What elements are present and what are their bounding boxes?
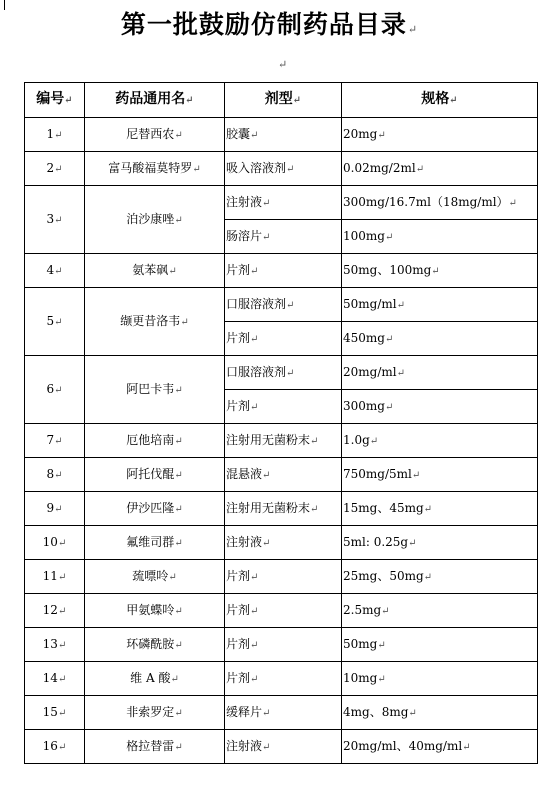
number-cell-text: 12 <box>42 602 58 617</box>
header-specification-label: 规格 <box>421 91 450 107</box>
number-cell-text: 6 <box>46 381 55 396</box>
cell-mark-icon: ↵ <box>262 537 271 549</box>
specification-cell-text: 20mg/ml、40mg/ml <box>343 738 463 753</box>
number-cell-text: 1 <box>46 126 55 141</box>
cell-mark-icon: ↵ <box>396 367 405 379</box>
dosage-form-cell-text: 片剂 <box>226 262 251 277</box>
cell-mark-icon: ↵ <box>54 435 63 447</box>
specification-cell <box>342 730 538 764</box>
number-cell <box>25 186 85 254</box>
specification-cell <box>342 594 538 628</box>
drug-name-cell <box>85 696 225 730</box>
drug-name-cell <box>85 458 225 492</box>
cell-mark-icon: ↵ <box>415 163 425 175</box>
drug-name-cell-text: 泊沙康唑 <box>126 211 175 226</box>
specification-cell <box>342 322 538 356</box>
drug-name-cell-text: 维 A 酸 <box>130 670 171 685</box>
paragraph-mark-icon: ↵ <box>407 23 419 36</box>
cell-mark-icon: ↵ <box>57 707 67 719</box>
dosage-form-cell <box>225 424 342 458</box>
table-row <box>25 458 538 492</box>
dosage-form-cell-text: 缓释片 <box>226 704 263 719</box>
drug-name-cell <box>85 628 225 662</box>
dosage-form-cell-text: 口服溶液剂 <box>226 364 287 379</box>
cell-mark-icon: ↵ <box>408 537 417 549</box>
cell-mark-icon: ↵ <box>369 435 379 447</box>
specification-cell-text: 100mg <box>343 228 385 243</box>
drug-name-cell <box>85 254 225 288</box>
cell-mark-icon: ↵ <box>250 639 259 651</box>
table-row <box>25 118 538 152</box>
title-text: 第一批鼓励仿制药品目录 <box>120 10 407 39</box>
dosage-form-cell-text: 片剂 <box>226 670 251 685</box>
dosage-form-cell <box>225 356 342 390</box>
table-row <box>25 152 538 186</box>
specification-cell <box>342 118 538 152</box>
cell-mark-icon: ↵ <box>174 129 183 141</box>
number-cell-text: 2 <box>46 160 55 175</box>
drug-name-cell-text: 氨苯砜 <box>132 262 169 277</box>
specification-cell-text: 50mg/ml <box>343 296 397 311</box>
drug-name-cell-text: 阿托伐醌 <box>126 466 175 481</box>
cell-mark-icon: ↵ <box>57 741 67 753</box>
dosage-form-cell-text: 胶囊 <box>226 126 251 141</box>
cell-mark-icon: ↵ <box>57 639 67 651</box>
drug-name-cell-text: 甲氨蝶呤 <box>126 602 175 617</box>
table-row <box>25 288 538 322</box>
table-row <box>25 356 538 390</box>
specification-cell <box>342 186 538 220</box>
dosage-form-cell <box>225 152 342 186</box>
cell-mark-icon: ↵ <box>54 214 63 226</box>
dosage-form-cell-text: 注射用无菌粉末 <box>226 432 311 447</box>
cell-mark-icon: ↵ <box>250 333 259 345</box>
cell-mark-icon: ↵ <box>292 95 302 106</box>
number-cell-text: 10 <box>42 534 58 549</box>
cell-mark-icon: ↵ <box>411 469 421 481</box>
dosage-form-cell-text: 注射液 <box>226 534 263 549</box>
dosage-form-cell <box>225 560 342 594</box>
cell-mark-icon: ↵ <box>286 367 295 379</box>
cell-mark-icon: ↵ <box>174 741 183 753</box>
number-cell <box>25 526 85 560</box>
specification-cell <box>342 356 538 390</box>
number-cell <box>25 594 85 628</box>
dosage-form-cell <box>225 220 342 254</box>
dosage-form-cell-text: 吸入溶液剂 <box>226 160 287 175</box>
specification-cell-text: 0.02mg/2ml <box>343 160 416 175</box>
drug-name-cell-text: 阿巴卡韦 <box>126 381 175 396</box>
specification-cell <box>342 560 538 594</box>
number-cell <box>25 730 85 764</box>
number-cell-text: 4 <box>46 262 55 277</box>
drug-name-cell <box>85 118 225 152</box>
dosage-form-cell <box>225 322 342 356</box>
drug-name-cell <box>85 186 225 254</box>
dosage-form-cell-text: 肠溶片 <box>226 228 263 243</box>
cell-mark-icon: ↵ <box>168 571 177 583</box>
table-row <box>25 662 538 696</box>
drug-name-cell-text: 格拉替雷 <box>126 738 175 753</box>
specification-cell-text: 4mg、8mg <box>343 704 409 719</box>
specification-cell-text: 10mg <box>343 670 378 685</box>
cell-mark-icon: ↵ <box>431 265 440 277</box>
table-row <box>25 254 538 288</box>
cell-mark-icon: ↵ <box>377 673 386 685</box>
number-cell-text: 9 <box>46 500 55 515</box>
drug-name-cell <box>85 730 225 764</box>
number-cell <box>25 118 85 152</box>
specification-cell <box>342 662 538 696</box>
number-cell-text: 15 <box>42 704 58 719</box>
drug-name-cell <box>85 356 225 424</box>
header-specification <box>342 83 538 118</box>
table-row <box>25 186 538 220</box>
blank-paragraph-mark-icon: ↵ <box>278 58 288 71</box>
dosage-form-cell <box>225 458 342 492</box>
specification-cell <box>342 424 538 458</box>
table-row <box>25 526 538 560</box>
dosage-form-cell-text: 注射用无菌粉末 <box>226 500 311 515</box>
cell-mark-icon: ↵ <box>54 503 63 515</box>
specification-cell-text: 15mg、45mg <box>343 500 424 515</box>
drug-name-cell <box>85 560 225 594</box>
dosage-form-cell <box>225 594 342 628</box>
dosage-form-cell <box>225 696 342 730</box>
dosage-form-cell-text: 混悬液 <box>226 466 263 481</box>
cell-mark-icon: ↵ <box>396 299 405 311</box>
cell-mark-icon: ↵ <box>54 163 63 175</box>
specification-cell-text: 5ml: 0.25g <box>343 534 409 549</box>
cell-mark-icon: ↵ <box>310 435 319 447</box>
cell-mark-icon: ↵ <box>408 707 417 719</box>
dosage-form-cell <box>225 118 342 152</box>
table-row <box>25 730 538 764</box>
number-cell <box>25 492 85 526</box>
specification-cell <box>342 696 538 730</box>
specification-cell-text: 20mg <box>343 126 378 141</box>
number-cell <box>25 560 85 594</box>
cell-mark-icon: ↵ <box>384 231 394 243</box>
number-cell <box>25 254 85 288</box>
specification-cell-text: 2.5mg <box>343 602 382 617</box>
cell-mark-icon: ↵ <box>250 571 259 583</box>
specification-cell <box>342 390 538 424</box>
dosage-form-cell <box>225 254 342 288</box>
specification-cell <box>342 526 538 560</box>
header-drug-name-label: 药品通用名 <box>115 91 186 107</box>
cell-mark-icon: ↵ <box>192 163 201 175</box>
cell-mark-icon: ↵ <box>250 401 259 413</box>
specification-cell-text: 50mg <box>343 636 378 651</box>
specification-cell-text: 300mg <box>343 398 385 413</box>
header-number-label: 编号 <box>36 91 65 107</box>
cell-mark-icon: ↵ <box>170 673 179 685</box>
cell-mark-icon: ↵ <box>57 673 67 685</box>
cell-mark-icon: ↵ <box>54 265 63 277</box>
header-dosage-form-label: 剂型 <box>264 91 293 107</box>
drug-name-cell-text: 尼替西农 <box>126 126 175 141</box>
drug-name-cell <box>85 594 225 628</box>
cell-mark-icon: ↵ <box>250 129 259 141</box>
cell-mark-icon: ↵ <box>262 707 271 719</box>
specification-cell-text: 20mg/ml <box>343 364 397 379</box>
cell-mark-icon: ↵ <box>54 384 63 396</box>
number-cell <box>25 152 85 186</box>
cell-mark-icon: ↵ <box>174 707 183 719</box>
cell-mark-icon: ↵ <box>262 469 271 481</box>
cell-mark-icon: ↵ <box>384 401 394 413</box>
dosage-form-cell <box>225 526 342 560</box>
specification-cell-text: 750mg/5ml <box>343 466 412 481</box>
number-cell <box>25 662 85 696</box>
table-row <box>25 424 538 458</box>
specification-cell <box>342 458 538 492</box>
dosage-form-cell-text: 片剂 <box>226 568 251 583</box>
cell-mark-icon: ↵ <box>174 214 183 226</box>
cell-mark-icon: ↵ <box>310 503 319 515</box>
cell-mark-icon: ↵ <box>174 384 183 396</box>
dosage-form-cell <box>225 662 342 696</box>
dosage-form-cell <box>225 628 342 662</box>
table-row <box>25 696 538 730</box>
specification-cell-text: 50mg、100mg <box>343 262 432 277</box>
cell-mark-icon: ↵ <box>377 129 386 141</box>
cell-mark-icon: ↵ <box>168 265 177 277</box>
drug-name-cell <box>85 526 225 560</box>
drug-name-cell <box>85 492 225 526</box>
number-cell <box>25 696 85 730</box>
header-number <box>25 83 85 118</box>
number-cell-text: 7 <box>46 432 55 447</box>
cell-mark-icon: ↵ <box>462 741 471 753</box>
drug-name-cell-text: 缬更昔洛韦 <box>120 313 181 328</box>
cell-mark-icon: ↵ <box>57 537 67 549</box>
dosage-form-cell-text: 注射液 <box>226 194 263 209</box>
drug-name-cell <box>85 662 225 696</box>
cell-mark-icon: ↵ <box>185 95 194 106</box>
cell-mark-icon: ↵ <box>423 571 433 583</box>
specification-cell-text: 25mg、50mg <box>343 568 424 583</box>
drug-name-cell-text: 巯嘌呤 <box>132 568 169 583</box>
cell-mark-icon: ↵ <box>57 571 67 583</box>
specification-cell <box>342 492 538 526</box>
cell-mark-icon: ↵ <box>174 605 183 617</box>
number-cell <box>25 458 85 492</box>
cell-mark-icon: ↵ <box>449 95 458 106</box>
cell-mark-icon: ↵ <box>377 639 386 651</box>
drug-name-cell <box>85 424 225 458</box>
number-cell <box>25 288 85 356</box>
number-cell <box>25 356 85 424</box>
drug-name-cell-text: 伊沙匹隆 <box>126 500 175 515</box>
drug-name-cell-text: 环磷酰胺 <box>126 636 175 651</box>
cell-mark-icon: ↵ <box>262 231 271 243</box>
table-row <box>25 628 538 662</box>
cell-mark-icon: ↵ <box>250 265 259 277</box>
cell-mark-icon: ↵ <box>174 435 183 447</box>
number-cell <box>25 424 85 458</box>
table-header-row <box>25 83 538 118</box>
specification-cell-text: 450mg <box>343 330 385 345</box>
dosage-form-cell <box>225 730 342 764</box>
cell-mark-icon: ↵ <box>262 741 271 753</box>
number-cell <box>25 628 85 662</box>
document-title <box>0 8 539 47</box>
specification-cell <box>342 220 538 254</box>
dosage-form-cell <box>225 288 342 322</box>
dosage-form-cell-text: 片剂 <box>226 398 251 413</box>
specification-cell <box>342 288 538 322</box>
header-drug-name <box>85 83 225 118</box>
cell-mark-icon: ↵ <box>423 503 433 515</box>
table-row <box>25 594 538 628</box>
dosage-form-cell-text: 注射液 <box>226 738 263 753</box>
cell-mark-icon: ↵ <box>381 605 390 617</box>
cell-mark-icon: ↵ <box>174 503 183 515</box>
drug-name-cell-text: 富马酸福莫特罗 <box>108 160 193 175</box>
number-cell-text: 13 <box>42 636 58 651</box>
cell-mark-icon: ↵ <box>262 197 271 209</box>
dosage-form-cell <box>225 492 342 526</box>
cell-mark-icon: ↵ <box>64 95 73 106</box>
cell-mark-icon: ↵ <box>174 639 183 651</box>
drug-catalog-table <box>24 82 538 764</box>
cell-mark-icon: ↵ <box>286 299 295 311</box>
specification-cell <box>342 628 538 662</box>
cell-mark-icon: ↵ <box>250 673 259 685</box>
cell-mark-icon: ↵ <box>57 605 67 617</box>
drug-name-cell-text: 氟维司群 <box>126 534 175 549</box>
cell-mark-icon: ↵ <box>180 316 189 328</box>
cell-mark-icon: ↵ <box>286 163 295 175</box>
specification-cell <box>342 254 538 288</box>
dosage-form-cell-text: 口服溶液剂 <box>226 296 287 311</box>
number-cell-text: 3 <box>46 211 55 226</box>
cell-mark-icon: ↵ <box>54 469 63 481</box>
table-body <box>25 118 538 764</box>
specification-cell-text: 300mg/16.7ml（18mg/ml） <box>343 194 509 209</box>
drug-name-cell <box>85 152 225 186</box>
cell-mark-icon: ↵ <box>250 605 259 617</box>
cell-mark-icon: ↵ <box>384 333 394 345</box>
drug-name-cell-text: 非索罗定 <box>126 704 175 719</box>
dosage-form-cell-text: 片剂 <box>226 636 251 651</box>
dosage-form-cell-text: 片剂 <box>226 602 251 617</box>
header-dosage-form <box>225 83 342 118</box>
cell-mark-icon: ↵ <box>174 469 183 481</box>
table-row <box>25 560 538 594</box>
specification-cell-text: 1.0g <box>343 432 370 447</box>
specification-cell <box>342 152 538 186</box>
table-row <box>25 492 538 526</box>
number-cell-text: 16 <box>42 738 58 753</box>
cell-mark-icon: ↵ <box>508 197 517 209</box>
drug-name-cell <box>85 288 225 356</box>
number-cell-text: 8 <box>46 466 55 481</box>
dosage-form-cell <box>225 186 342 220</box>
dosage-form-cell <box>225 390 342 424</box>
drug-name-cell-text: 厄他培南 <box>126 432 175 447</box>
cell-mark-icon: ↵ <box>174 537 183 549</box>
number-cell-text: 5 <box>46 313 55 328</box>
cell-mark-icon: ↵ <box>54 316 63 328</box>
number-cell-text: 11 <box>42 568 58 583</box>
number-cell-text: 14 <box>42 670 58 685</box>
dosage-form-cell-text: 片剂 <box>226 330 251 345</box>
cell-mark-icon: ↵ <box>54 129 63 141</box>
